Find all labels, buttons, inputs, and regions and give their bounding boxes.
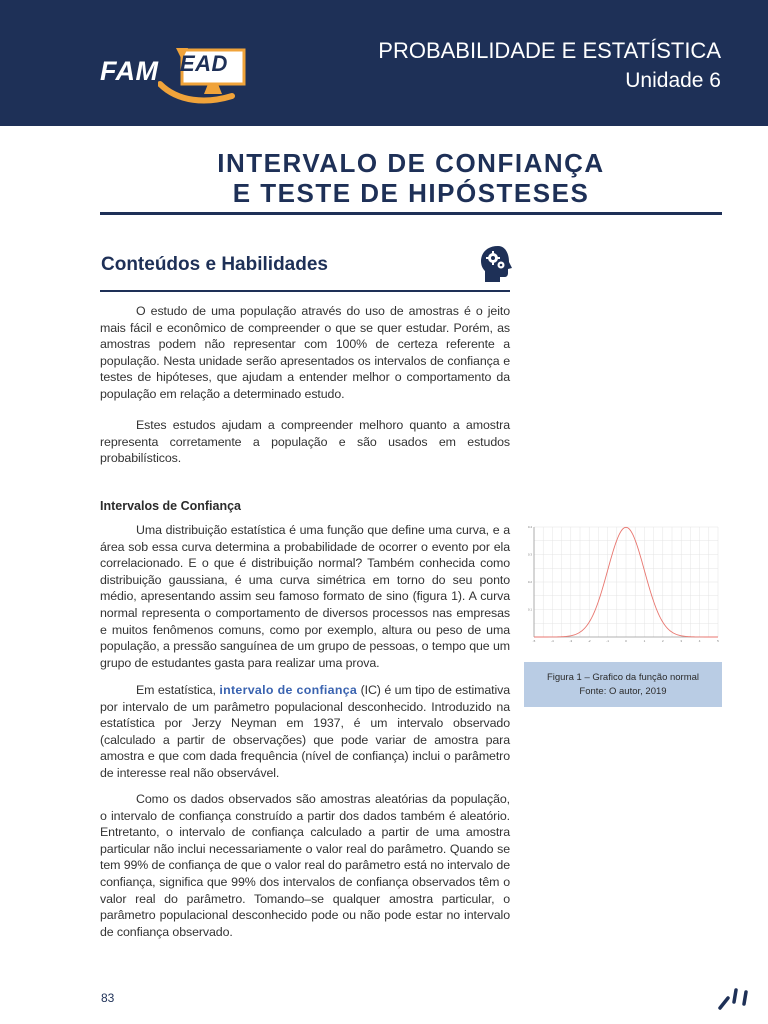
x-tick-label: -3 xyxy=(569,639,573,643)
page-number: 83 xyxy=(101,991,115,1005)
paragraph-studies: Estes estudos ajudam a compreender melhoro quanto a amostra representa corretamente a população e são usados em estudos probabilísticos. xyxy=(100,418,510,466)
logo-ead-text: EAD xyxy=(180,51,228,76)
chapter-title-line-2: E TESTE DE HIPÓSTESES xyxy=(232,178,590,208)
title-divider xyxy=(100,212,722,215)
x-tick-label: 5 xyxy=(717,639,719,643)
x-tick-label: -2 xyxy=(587,639,591,643)
y-tick-label: 0.2 xyxy=(527,580,532,584)
paragraph-text-after-link: (IC) é um tipo de estimativa por intervalo de um parâmetro populacional desconhecido. Introduzido na estatística por Jerzy Neyman em 1937, é um intervalo observado (calculado a partir de observações) que pode variar de amostra para amostra e que com dada frequência (nível de confiança) inclui o parâmetro de interesse real não observável. xyxy=(100,683,510,780)
paragraph-intro: O estudo de uma população através do uso de amostras é o jeito mais fácil e econômico de compreender o que se quer estudar. Porém, as amostras podem não representar com 100% de certeza referente a população. Nesta unidade serão apresentados os intervalos de confiança e testes de hipóteses, que ajudam a entender melhor o comportamento da população em relação a determinado estudo. xyxy=(100,304,510,401)
header-banner xyxy=(0,0,768,126)
y-tick-label: 0.3 xyxy=(527,552,532,557)
decorative-strokes-icon xyxy=(716,982,756,1018)
paragraph-text-before-link: Em estatística, xyxy=(136,683,220,697)
caption-title: Figura 1 – Grafico da função normal xyxy=(546,672,700,683)
chapter-title-line-1: INTERVALO DE CONFIANÇA xyxy=(217,148,605,178)
y-tick-label: 0.1 xyxy=(527,607,532,612)
paragraph-random-samples: Como os dados observados são amostras aleatórias da população, o intervalo de confiança construído a partir dos dados também é aleatório. Entretanto, o intervalo de confiança calculado a partir de uma amostra particular não inclui necessariamente o valor real do parâmetro. Quando se tem 99% de confiança de que o valor real do parâmetro está no intervalo de confiança, significa que 99% dos intervalos de confiança observados têm o valor real do parâmetro. Tomando–se qualquer amostra particular, o parâmetro populacional desconhecido pode ou não pode estar no intervalo de confiança observado. xyxy=(100,792,511,939)
confidence-interval-link[interactable]: intervalo de confiança xyxy=(219,683,358,697)
course-title: PROBABILIDADE E ESTATÍSTICA xyxy=(378,38,721,63)
x-tick-label: 4 xyxy=(698,639,701,643)
paragraph-normal-distribution: Uma distribuição estatística é uma função que define uma curva, e a área sob essa curva determina a probabilidade de ocorrer o evento por ela correlacionado. E o que é distribuição normal? Também conhecida como distribuição gaussiana, é uma curva simétrica em torno do seu ponto médio, apresentando assim seu famoso formato de sino (figura 1). A curva normal representa o comportamento de diversos processos nas empresas e muitos fenômenos comuns, como por exemplo, altura ou peso de uma população, a pressão sanguínea de um grupo de pessoas, o tempo que um grupo de estudantes gasta para realizar uma prova. xyxy=(100,523,510,670)
head-gears-icon xyxy=(478,244,516,284)
x-tick-label: 1 xyxy=(643,639,646,643)
section-heading: Conteúdos e Habilidades xyxy=(101,254,328,275)
chart-background xyxy=(524,523,722,645)
normal-distribution-chart xyxy=(524,523,722,645)
caption-source: Fonte: O autor, 2019 xyxy=(579,686,667,697)
x-tick-label: -4 xyxy=(551,639,554,643)
paragraph-confidence-interval xyxy=(100,682,510,782)
figure-normal-chart xyxy=(524,523,722,645)
logo-fam-text: FAM xyxy=(100,56,159,86)
famead-logo xyxy=(98,40,258,106)
figure-caption xyxy=(524,662,722,707)
section-divider xyxy=(100,290,510,292)
x-tick-label: -1 xyxy=(606,639,609,643)
subheading-confidence-intervals: Intervalos de Confiança xyxy=(100,499,242,513)
unit-label: Unidade 6 xyxy=(625,69,721,92)
x-tick-label: -5 xyxy=(532,639,536,643)
y-tick-label: 0.4 xyxy=(527,525,532,529)
x-tick-label: 2 xyxy=(661,639,664,643)
x-tick-label: 0 xyxy=(625,639,627,643)
x-tick-label: 3 xyxy=(680,639,683,643)
